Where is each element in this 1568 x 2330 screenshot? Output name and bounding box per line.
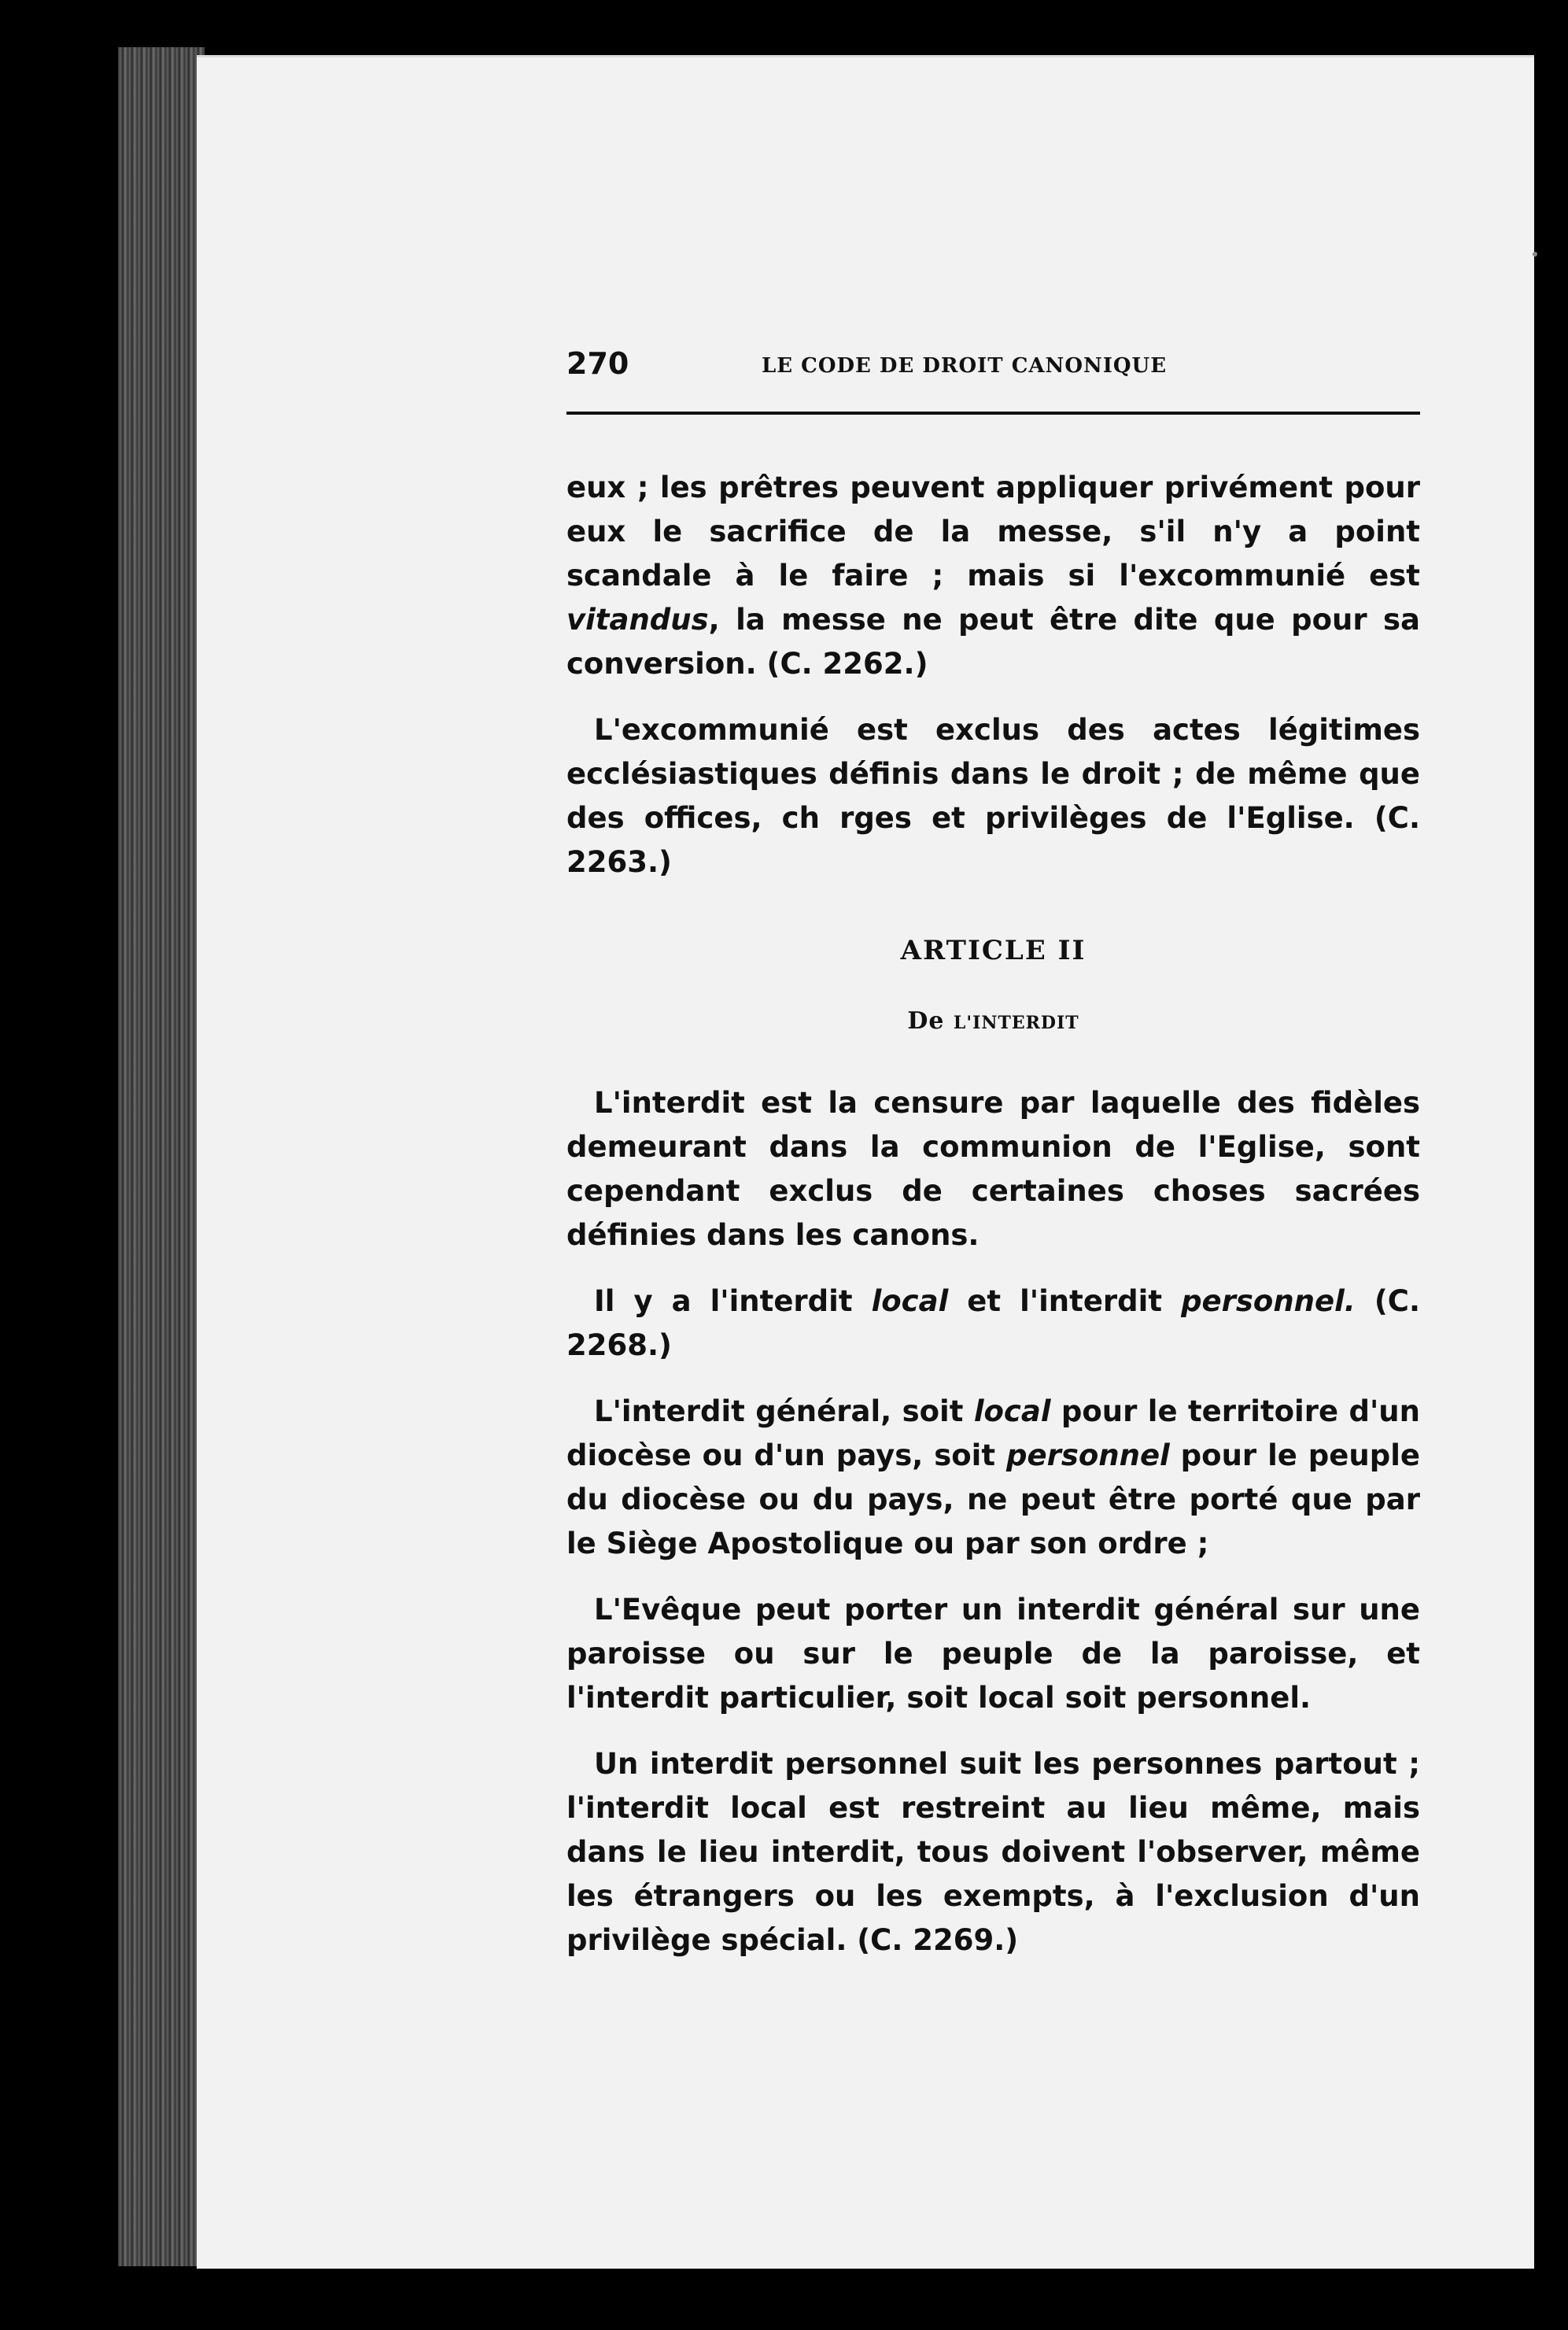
italic-term: personnel — [1006, 1438, 1170, 1472]
text-run: et l'interdit — [948, 1284, 1182, 1318]
page-edge-shadow — [118, 47, 205, 2266]
text-run: (C. 2268.) — [566, 1284, 1421, 1362]
paragraph-continuation — [566, 466, 1420, 686]
text-run: Il y a l'interdit — [594, 1284, 872, 1318]
text-run: L'interdit général, soit — [594, 1394, 974, 1428]
italic-term: local — [871, 1284, 949, 1318]
subtitle-lead: De — [907, 1007, 945, 1035]
text-run: , la messe ne peut être dite que pour sa conversion. (C. 2262.) — [566, 603, 1420, 681]
paragraph-general — [566, 1390, 1420, 1566]
text-run: eux ; les prêtres peuvent appliquer privément pour eux le sacrifice de la messe, s'il n'y a point scandale à le faire ; mais si l'excommunié est — [566, 471, 1420, 593]
paragraph-definition: L'interdit est la censure par laquelle des fidèles demeurant dans la communion de l'Eglise, sont cependant exclus de certaines choses sacrées définies dans les canons. — [566, 1086, 1420, 1252]
page-header — [566, 346, 1420, 393]
page-number: 270 — [566, 346, 629, 381]
paragraph-types — [566, 1279, 1420, 1368]
page-body — [566, 466, 1420, 1985]
text-run: pour le territoire d'un diocèse ou d'un pays, soit — [566, 1394, 1420, 1472]
subtitle-small-caps: L'INTERDIT — [953, 1013, 1079, 1033]
speck-mark — [1533, 252, 1537, 257]
italic-term: vitandus — [566, 603, 709, 637]
italic-term: personnel. — [1181, 1284, 1356, 1318]
italic-term: local — [973, 1394, 1051, 1428]
paragraph-personnel: Un interdit personnel suit les personnes partout ; l'interdit local est restreint au lieu même, mais dans le lieu interdit, tous doivent l'observer, même les étrangers ou les exempts, à l'exclusion d'un privilège spécial. (C. 2269.) — [566, 1747, 1420, 1957]
paragraph-eveque: L'Evêque peut porter un interdit général sur une paroisse ou sur le peuple de la paroisse, et l'interdit particulier, soit local soit personnel. — [566, 1593, 1420, 1715]
header-rule — [566, 412, 1420, 415]
article-title: ARTICLE II — [900, 935, 1087, 966]
text-run: pour le peuple du diocèse ou du pays, ne peut être porté que par le Siège Apostolique ou par son ordre ; — [566, 1438, 1420, 1560]
running-head: LE CODE DE DROIT CANONIQUE — [762, 354, 1168, 378]
article-subtitle — [566, 999, 1420, 1045]
paragraph-excommunie: L'excommunié est exclus des actes légitimes ecclésiastiques définis dans le droit ; de même que des offices, ch rges et privilèges de l'Eglise. (C. 2263.) — [566, 713, 1420, 879]
